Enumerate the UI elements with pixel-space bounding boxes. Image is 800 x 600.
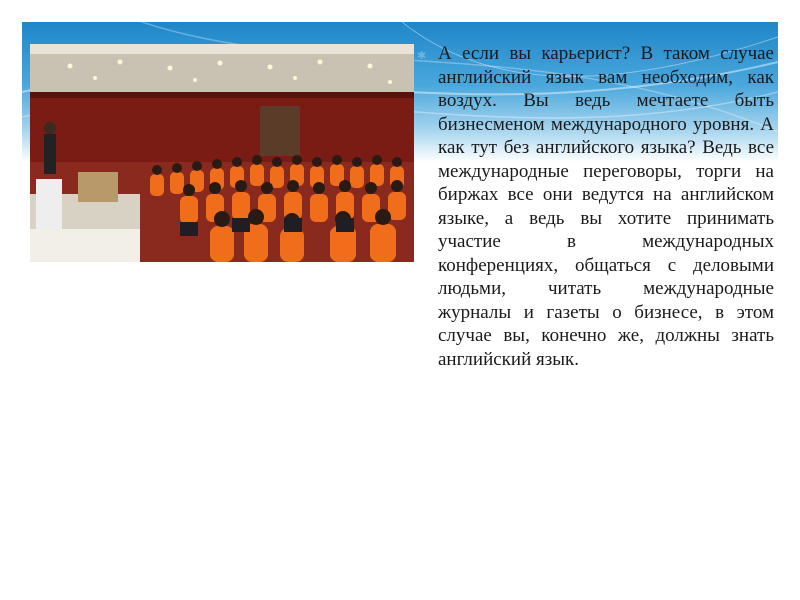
bullet-icon: ✱ <box>417 50 427 62</box>
conference-audience-photo <box>30 44 414 262</box>
slide <box>22 22 778 578</box>
slide-body-text: А если вы карьерист? В таком случае английский язык вам необходим, как воздух. Вы ведь мечтаете быть бизнесменом международного уровня. А как тут без английского языка? Ведь все международные переговоры, торги на биржах все они ведутся на английском языке, а ведь вы хотите принимать участие в международных конференциях, общаться с деловыми людьми, читать международные журналы и газеты о бизнесе, в этом случае вы, конечно же, должны знать английский язык. <box>438 43 774 370</box>
